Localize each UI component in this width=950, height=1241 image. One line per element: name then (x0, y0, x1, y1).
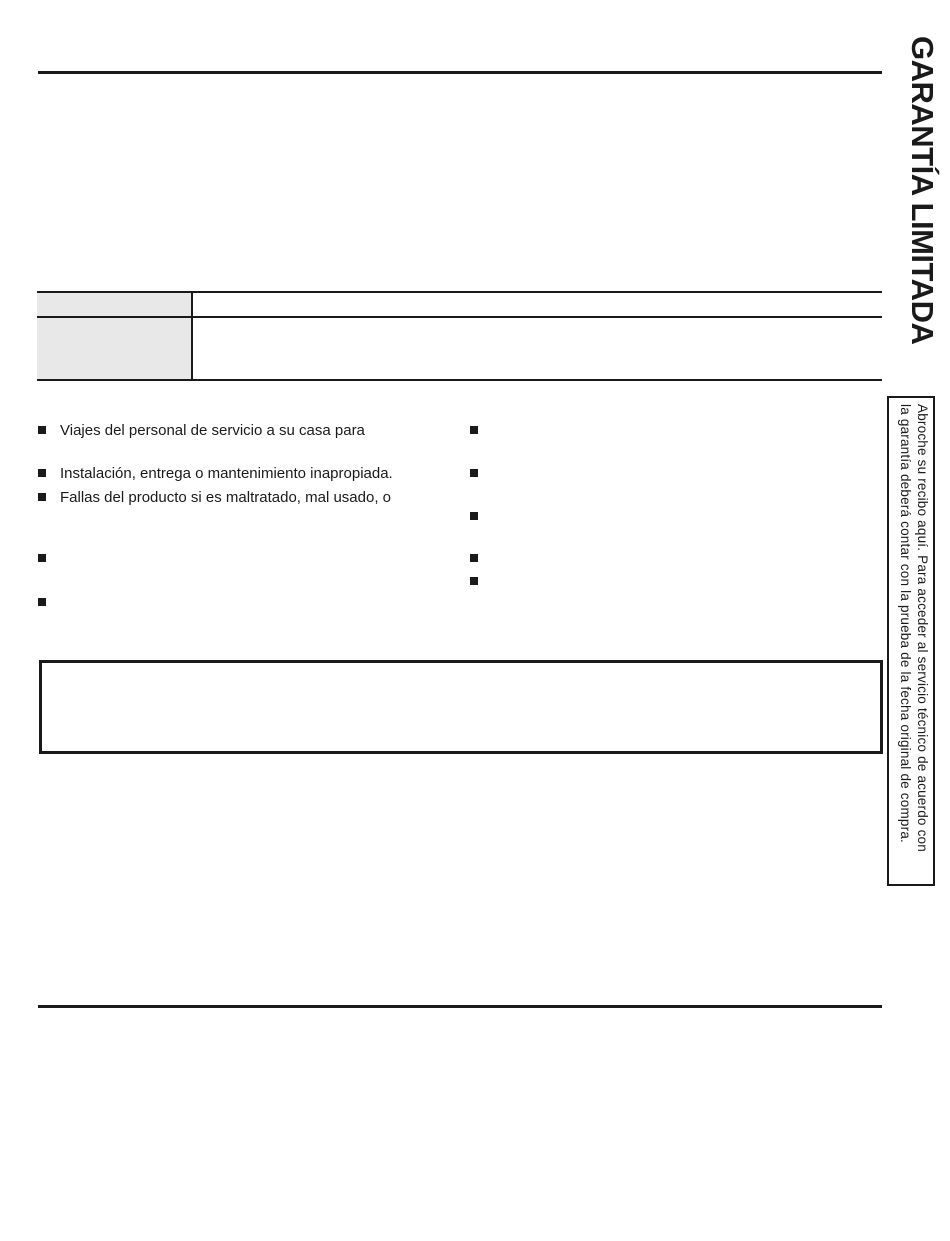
list-item: Instalación, entrega o mantenimiento inapropiada. (38, 465, 393, 483)
bullet-square-icon (38, 469, 46, 477)
receipt-note-line-1: Abroche su recibo aquí. Para acceder al servicio técnico de acuerdo con (915, 404, 930, 852)
bullet-square-icon (38, 554, 46, 562)
receipt-note-line-2: la garantía deberá contar con la prueba de la fecha original de compra. (898, 404, 913, 843)
list-item (38, 550, 60, 568)
bullet-square-icon (470, 577, 478, 585)
list-item (470, 465, 492, 483)
warranty-table (37, 291, 882, 381)
table-column-divider (191, 291, 193, 381)
table-header-label-cell (37, 293, 191, 316)
bullet-square-icon (470, 554, 478, 562)
bullet-square-icon (38, 426, 46, 434)
receipt-attachment-box (887, 396, 935, 886)
bottom-rule (38, 1005, 882, 1008)
bullet-square-icon (38, 598, 46, 606)
page-title: GARANTÍA LIMITADA (905, 36, 940, 345)
list-item (38, 594, 60, 612)
list-item (470, 422, 492, 440)
receipt-note (893, 404, 931, 880)
list-item (470, 550, 492, 568)
list-item (470, 573, 492, 591)
bullet-square-icon (470, 469, 478, 477)
list-item: Viajes del personal de servicio a su casa para (38, 422, 365, 440)
top-rule (38, 71, 882, 74)
bullet-square-icon (470, 426, 478, 434)
table-bottom-border (37, 379, 882, 381)
bullet-square-icon (470, 512, 478, 520)
table-row-label-cell (37, 318, 191, 379)
list-item: Fallas del producto si es maltratado, mal usado, o (38, 489, 391, 507)
notice-box (39, 660, 883, 754)
list-item (470, 508, 492, 526)
bullet-square-icon (38, 493, 46, 501)
